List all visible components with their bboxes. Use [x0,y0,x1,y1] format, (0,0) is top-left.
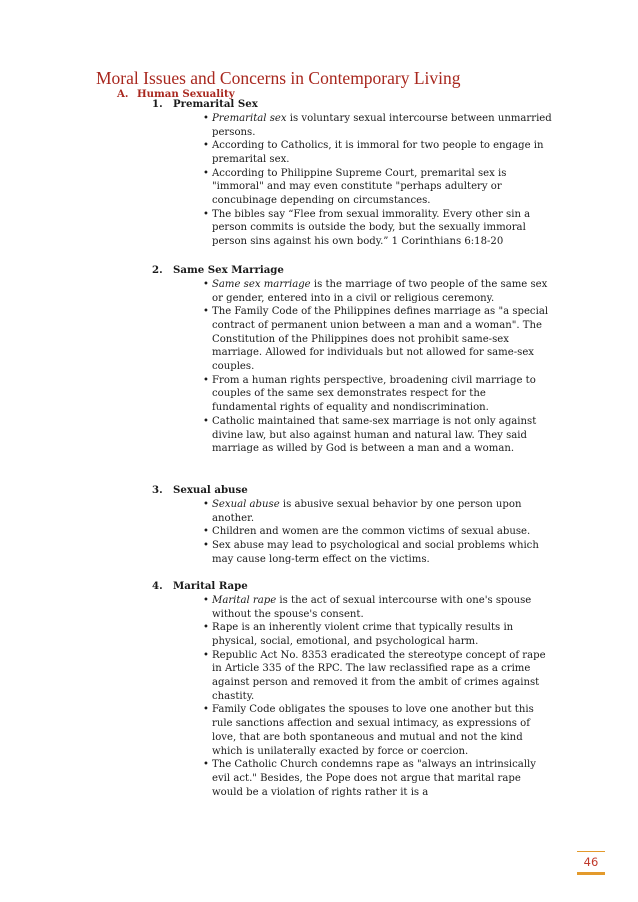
section-title [152,264,552,278]
subheading-label: Human Sexuality [137,88,235,100]
section-title [152,98,552,112]
page-number-rule-bottom [577,872,605,875]
list-item [152,703,552,758]
bullet-text: Children and women are the common victims of sexual abuse. [212,526,531,538]
bullet-icon: • [203,759,209,771]
section-title-text: Premarital Sex [173,98,258,110]
term: Marital rape [212,594,277,606]
section-title [152,484,552,498]
list-item [152,539,552,566]
list-item [152,305,552,374]
list-item [152,415,552,456]
list-item [152,167,552,208]
bullet-text: Sex abuse may lead to psychological and social problems which may cause long-term effect on the victims. [212,539,539,565]
list-item [152,594,552,621]
list-item [152,208,552,249]
bullet-icon: • [203,622,209,634]
list-item [152,758,552,799]
bullet-icon: • [203,306,209,318]
list-item [152,649,552,704]
bullet-list [152,112,552,249]
list-item [152,112,552,139]
section-premarital-sex [152,98,552,249]
section-sexual-abuse [152,484,552,566]
section-title [152,580,552,594]
bullet-icon: • [203,594,209,606]
bullet-text: Republic Act No. 8353 eradicated the stereotype concept of rape in Article 335 of the RPC. The law reclassified rape as a crime against person and removed it from the ambit of crimes against chastity. [212,649,546,702]
bullet-icon: • [203,374,209,386]
term: Sexual abuse [212,498,280,510]
section-number: 2. [152,264,163,276]
bullet-text: The Catholic Church condemns rape as "always an intrinsically evil act." Besides, the Pope does not argue that marital rape would be a violation of rights rather it is a [212,759,536,798]
bullet-list [152,498,552,567]
bullet-text: Family Code obligates the spouses to love one another but this rule sanctions affection and sexual intimacy, as expressions of love, that are both spontaneous and mutual and not the kind which is unilaterally exacted by force or coercion. [212,704,534,757]
bullet-icon: • [203,649,209,661]
bullet-text: is the act of sexual intercourse with one's spouse without the spouse's consent. [212,594,532,620]
bullet-text: The bibles say “Flee from sexual immorality. Every other sin a person commits is outside the body, but the sexually immoral person sins against his own body.” 1 Corinthians 6:18-20 [212,208,531,248]
list-item [152,139,552,166]
section-number: 3. [152,484,163,496]
bullet-icon: • [203,278,209,290]
bullet-list [152,278,552,456]
bullet-list [152,594,552,800]
section-same-sex-marriage [152,264,552,456]
bullet-icon: • [203,704,209,716]
list-item [152,278,552,305]
list-item [152,374,552,415]
bullet-icon: • [203,526,209,538]
bullet-text: According to Catholics, it is immoral for two people to engage in premarital sex. [212,140,544,165]
term: Premarital sex [212,112,287,124]
subheading-letter: A. [117,88,129,100]
section-title-text: Marital Rape [173,580,248,592]
bullet-text: is abusive sexual behavior by one person upon another. [212,498,522,524]
page-number: 46 [583,855,599,869]
list-item [152,621,552,648]
bullet-icon: • [203,498,209,510]
section-number: 1. [152,98,163,110]
section-title-text: Sexual abuse [173,484,248,496]
bullet-text: The Family Code of the Philippines defines marriage as "a special contract of permanent union between a man and a woman". The Constitution of the Philippines does not prohibit same-sex marriage. Allowed for individuals but not allowed for same-sex couples. [212,306,549,373]
section-title-text: Same Sex Marriage [173,264,284,276]
bullet-text: Catholic maintained that same-sex marriage is not only against divine law, but also against human and natural law. They said marriage as willed by God is between a man and a woman. [212,415,537,455]
bullet-icon: • [203,140,209,152]
page-title: Moral Issues and Concerns in Contemporary Living [96,68,461,88]
list-item [152,498,552,525]
term: Same sex marriage [212,278,311,290]
bullet-text: is the marriage of two people of the same sex or gender, entered into in a civil or religious ceremony. [212,278,548,304]
list-item [152,525,552,539]
bullet-icon: • [203,415,209,427]
section-number: 4. [152,580,163,592]
bullet-text: is voluntary sexual intercourse between unmarried persons. [212,112,552,138]
bullet-icon: • [203,167,209,179]
bullet-icon: • [203,208,209,220]
bullet-text: Rape is an inherently violent crime that typically results in physical, social, emotional, and psychological harm. [212,622,514,647]
bullet-icon: • [203,112,209,124]
bullet-text: According to Philippine Supreme Court, premarital sex is "immoral" and may even constitute "perhaps adultery or concubinage depending on circumstances. [212,167,507,207]
bullet-icon: • [203,539,209,551]
bullet-text: From a human rights perspective, broadening civil marriage to couples of the same sex demonstrates respect for the fundamental rights of equality and nondiscrimination. [212,374,536,414]
page-number-rule-top [577,851,605,852]
section-marital-rape [152,580,552,799]
